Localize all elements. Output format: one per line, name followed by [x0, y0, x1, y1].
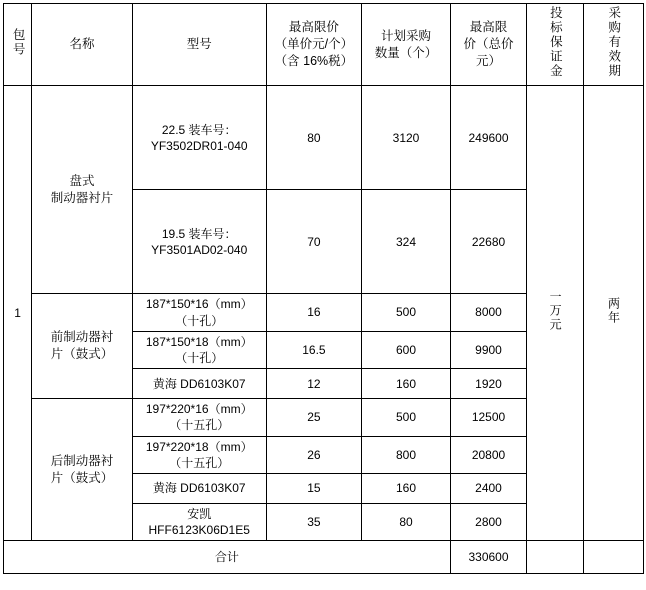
- cell-group-name-disc: 盘式 制动器衬片: [32, 86, 133, 294]
- table-body: [4, 86, 644, 574]
- cell-unit-price: 12: [266, 369, 362, 399]
- cell-package-no: 1: [4, 86, 32, 541]
- procurement-price-table: [3, 3, 644, 574]
- cell-total-price: 12500: [450, 399, 526, 436]
- cell-total-price: 8000: [450, 294, 526, 331]
- cell-model: 黄海 DD6103K07: [132, 369, 266, 399]
- cell-total-price: 2400: [450, 473, 526, 503]
- header-row: [4, 4, 644, 86]
- cell-model: 197*220*16（mm） （十五孔）: [132, 399, 266, 436]
- cell-total-label: 合计: [4, 541, 451, 574]
- cell-quantity: 600: [362, 331, 451, 368]
- cell-quantity: 500: [362, 399, 451, 436]
- header-quantity: 计划采购 数量（个）: [362, 4, 451, 86]
- cell-model: 187*150*16（mm） （十孔）: [132, 294, 266, 331]
- cell-model: 黄海 DD6103K07: [132, 473, 266, 503]
- cell-grand-total: 330600: [450, 541, 526, 574]
- cell-unit-price: 25: [266, 399, 362, 436]
- header-package-no: 包号: [4, 4, 32, 86]
- cell-bid-deposit: 一万元: [527, 86, 583, 541]
- cell-model: 22.5 装车号： YF3502DR01-040: [132, 86, 266, 190]
- cell-quantity: 500: [362, 294, 451, 331]
- cell-model: 187*150*18（mm） （十孔）: [132, 331, 266, 368]
- header-unit-price: 最高限价 （单价元/个） （含 16%税）: [266, 4, 362, 86]
- cell-total-price: 22680: [450, 190, 526, 294]
- cell-unit-price: 70: [266, 190, 362, 294]
- cell-model: 安凯 HFF6123K06D1E5: [132, 503, 266, 540]
- cell-total-price: 20800: [450, 436, 526, 473]
- header-model: 型号: [132, 4, 266, 86]
- header-valid-period: 采购有效期: [583, 4, 643, 86]
- cell-quantity: 800: [362, 436, 451, 473]
- document-sheet: [0, 3, 646, 590]
- cell-total-price: 2800: [450, 503, 526, 540]
- cell-valid-period: 两年: [583, 86, 643, 541]
- cell-quantity: 160: [362, 369, 451, 399]
- cell-unit-price: 80: [266, 86, 362, 190]
- cell-quantity: 160: [362, 473, 451, 503]
- header-total-price: 最高限 价（总价 元）: [450, 4, 526, 86]
- cell-total-price: 9900: [450, 331, 526, 368]
- cell-group-name-front-drum: 前制动器衬 片（鼓式）: [32, 294, 133, 399]
- cell-total-deposit-blank: [527, 541, 583, 574]
- cell-quantity: 80: [362, 503, 451, 540]
- cell-unit-price: 26: [266, 436, 362, 473]
- cell-total-price: 1920: [450, 369, 526, 399]
- table-header: [4, 4, 644, 86]
- cell-unit-price: 16.5: [266, 331, 362, 368]
- cell-total-price: 249600: [450, 86, 526, 190]
- cell-quantity: 324: [362, 190, 451, 294]
- cell-model: 197*220*18（mm） （十五孔）: [132, 436, 266, 473]
- header-bid-deposit: 投标保证金: [527, 4, 583, 86]
- cell-unit-price: 15: [266, 473, 362, 503]
- header-name: 名称: [32, 4, 133, 86]
- cell-quantity: 3120: [362, 86, 451, 190]
- cell-model: 19.5 装车号： YF3501AD02-040: [132, 190, 266, 294]
- cell-unit-price: 16: [266, 294, 362, 331]
- cell-unit-price: 35: [266, 503, 362, 540]
- table-total-row: [4, 541, 644, 574]
- cell-total-valid-blank: [583, 541, 643, 574]
- table-row: [4, 86, 644, 190]
- cell-group-name-rear-drum: 后制动器衬 片（鼓式）: [32, 399, 133, 541]
